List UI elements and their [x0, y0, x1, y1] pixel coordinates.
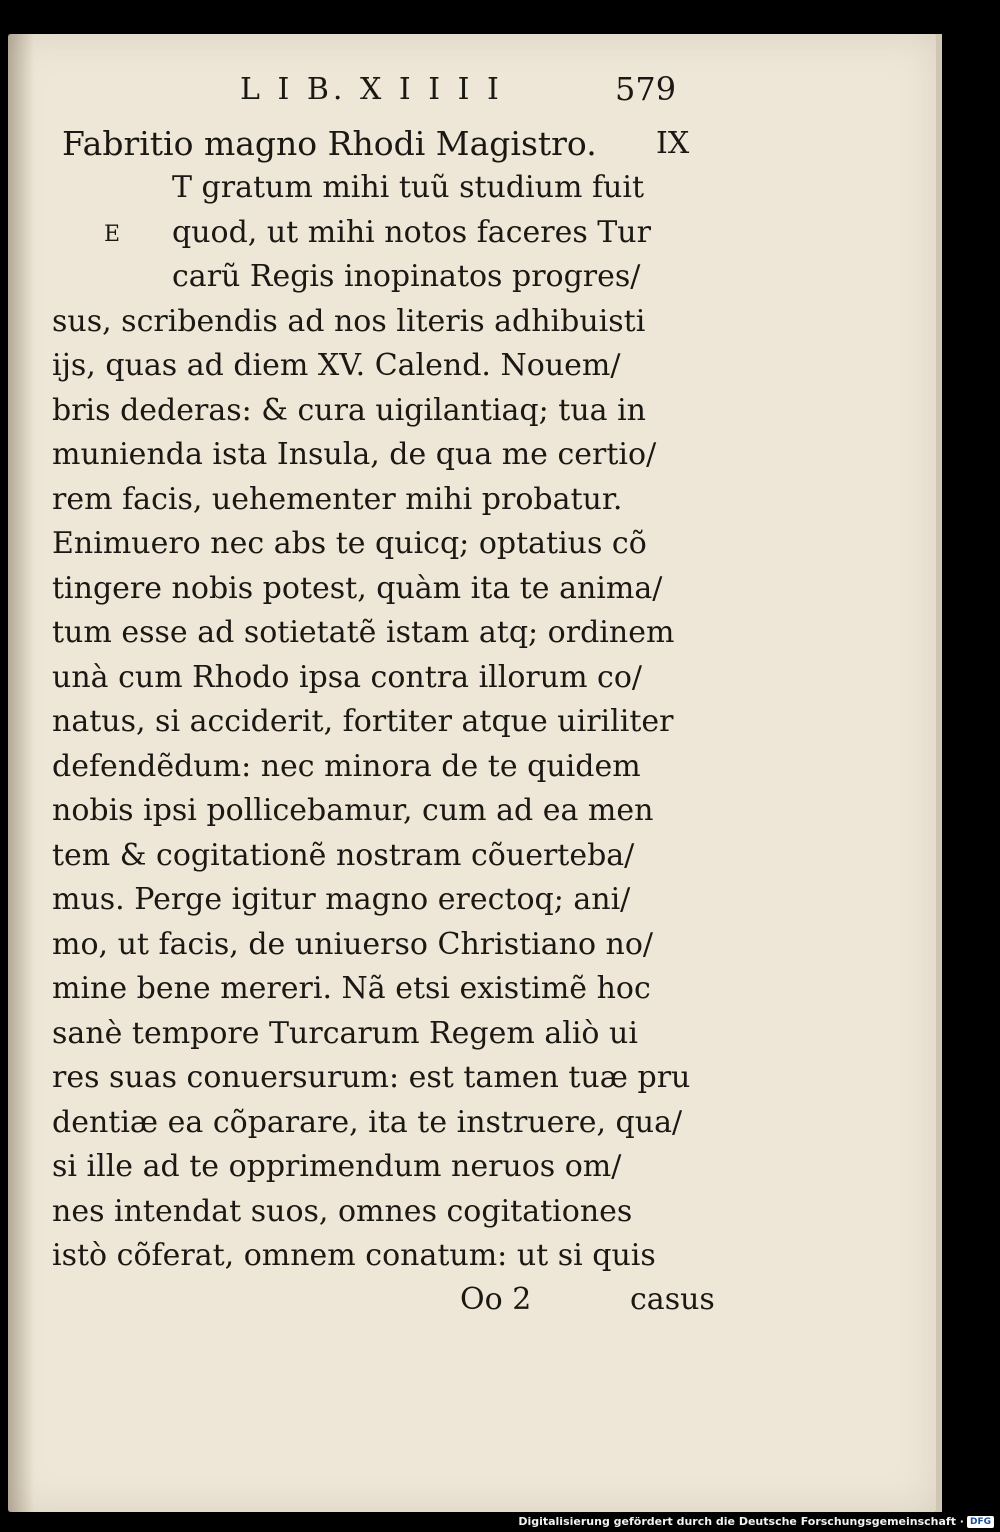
text-line: istò cõferat, omnem conatum: ut si quis — [52, 1238, 656, 1273]
text-line: mus. Perge igitur magno erectoq; ani/ — [52, 882, 631, 917]
catchword: casus — [630, 1282, 715, 1317]
letter-heading: Fabritio magno Rhodi Magistro. — [62, 124, 597, 163]
text-line: natus, si acciderit, fortiter atque uiriliter — [52, 704, 674, 739]
digitization-credit — [518, 1515, 994, 1528]
text-line: sanè tempore Turcarum Regem aliò ui — [52, 1015, 638, 1051]
running-head: L I B. X I I I I — [240, 72, 503, 107]
text-line: defendẽdum: nec minora de te quidem — [52, 748, 641, 784]
text-line: nobis ipsi pollicebamur, cum ad ea men — [52, 793, 654, 828]
text-line: Enimuero nec abs te quicq; optatius cõ — [52, 526, 647, 561]
text-line: rem facis, uehementer mihi probatur. — [52, 481, 623, 517]
guide-letter: E — [104, 222, 121, 247]
text-line: unà cum Rhodo ipsa contra illorum co/ — [52, 659, 643, 695]
signature-mark: Oo 2 — [460, 1282, 532, 1317]
text-line: sus, scribendis ad nos literis adhibuisti — [52, 303, 646, 339]
body-text — [52, 166, 732, 1279]
page-gutter-shadow — [8, 34, 34, 1512]
text-line: mine bene mereri. Nã etsi existimẽ hoc — [52, 971, 651, 1006]
text-line: munienda ista Insula, de qua me certio/ — [52, 437, 657, 472]
text-line: dentiæ ea cõparare, ita te instruere, qua/ — [52, 1104, 683, 1140]
text-line: ijs, quas ad diem XV. Calend. Nouem/ — [52, 348, 621, 383]
text-line: carũ Regis inopinatos progres/ — [172, 259, 641, 294]
text-line: tum esse ad sotietatẽ istam atq; ordinem — [52, 615, 675, 650]
text-line: tem & cogitationẽ nostram cõuerteba/ — [52, 837, 635, 873]
credit-text: Digitalisierung gefördert durch die Deutsche Forschungsgemeinschaft · — [518, 1515, 964, 1528]
text-line: T gratum mihi tuũ studium fuit — [172, 170, 645, 205]
text-line: mo, ut facis, de uniuerso Christiano no/ — [52, 926, 654, 962]
text-line: si ille ad te opprimendum neruos om/ — [52, 1149, 622, 1184]
dfg-logo-icon: DFG — [967, 1516, 994, 1528]
folio-number: 579 — [615, 70, 677, 108]
letter-number: IX — [656, 126, 690, 161]
text-line: bris dederas: & cura uigilantiaq; tua in — [52, 392, 646, 428]
text-line: tingere nobis potest, quàm ita te anima/ — [52, 570, 663, 606]
text-line: quod, ut mihi notos faceres Tur — [172, 214, 651, 250]
text-line: nes intendat suos, omnes cogitationes — [52, 1193, 633, 1229]
text-line: res suas conuersurum: est tamen tuæ pru — [52, 1060, 691, 1095]
page-edge — [936, 34, 942, 1512]
